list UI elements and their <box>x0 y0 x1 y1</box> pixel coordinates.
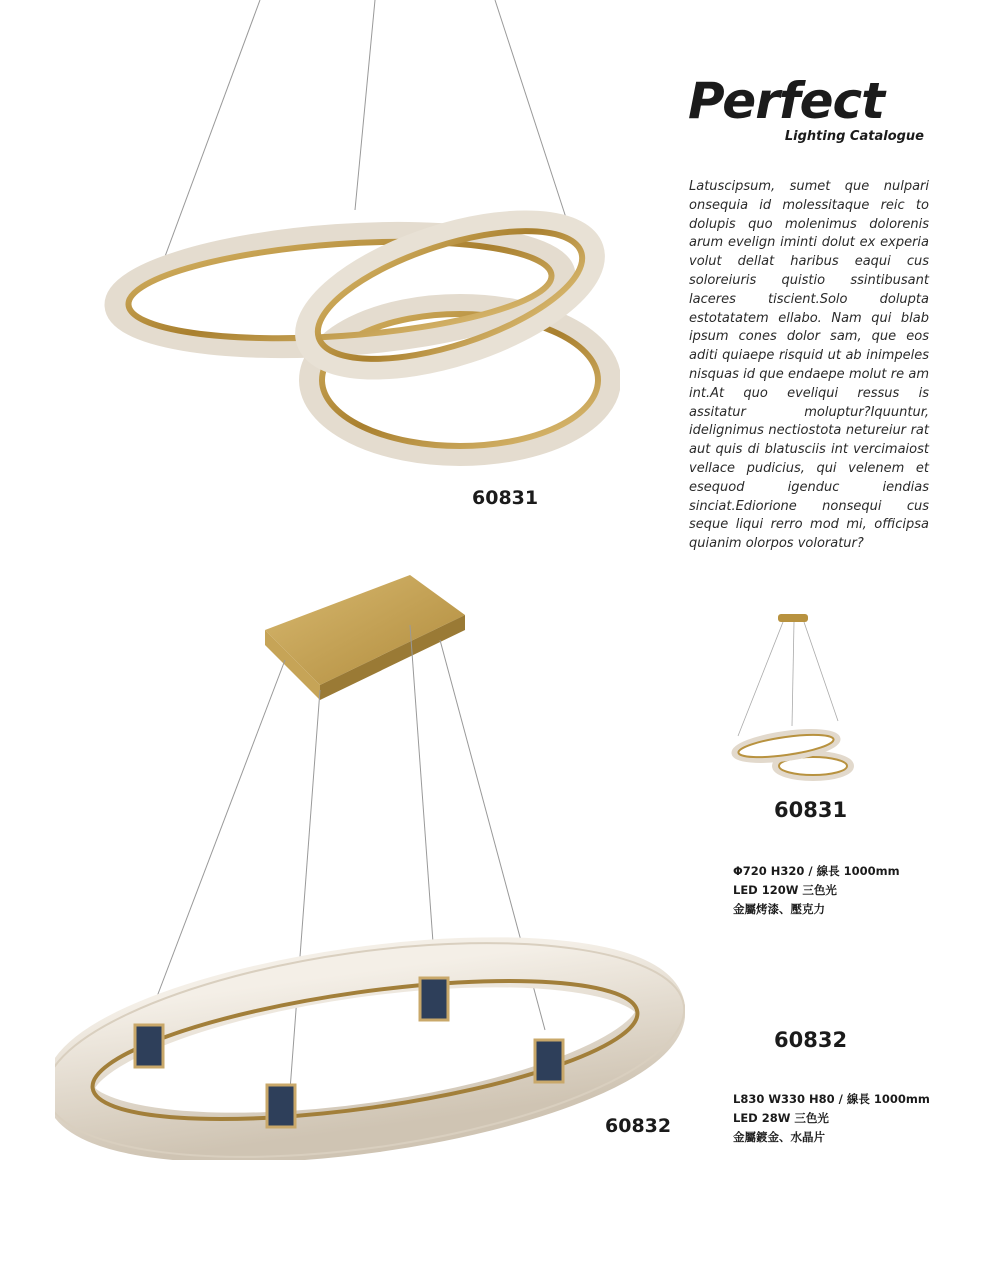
product-specs-60832 <box>733 1090 930 1147</box>
product-code-60832: 60832 <box>774 1028 848 1052</box>
product-thumbnail-60831 <box>728 606 868 786</box>
intro-paragraph: Latuscipsum, sumet que nulpari onsequia id molessitaque reic to dolupis quo molenimus dolorenis arum evelign iminti dolut ex experia volut dellat haribus eaqui cus soloreiuris quistio ssintibusant laceres tiscient.Solo dolupta estotatatem ellabo. Nam qui blab ipsum cones dolor sam, que eos aditi quiaepe risquid ut ab inimpeles nisquas id que endaepe molut re am int.At quo eveliqui ressus is assitatur moluptur?Iquuntur, idelignimus nectiostota netureiur rat aut quis di blatusciis int vercimaiost vellace pudicius, qui velenem et esequod igenduc iendias sinciat.Ediorione nonsequi cus seque liqui rerro mod mi, officipsa quianim olorpos voloratur? <box>689 179 929 552</box>
brand-subtitle: Lighting Catalogue <box>784 129 924 144</box>
spec-material: 金屬鍍金、水晶片 <box>733 1130 825 1144</box>
product-specs-60831 <box>733 862 900 919</box>
product-image-60831 <box>100 0 620 480</box>
spec-power: LED 120W 三色光 <box>733 883 837 897</box>
brand-title: Perfect <box>688 72 885 130</box>
spec-dimensions: L830 W330 H80 / 線長 1000mm <box>733 1092 930 1106</box>
product-code-60831-large: 60831 <box>472 487 539 509</box>
brand-header <box>688 72 928 144</box>
product-image-60832 <box>55 570 685 1160</box>
product-code-60832-large: 60832 <box>605 1115 672 1137</box>
spec-material: 金屬烤漆、壓克力 <box>733 902 825 916</box>
product-code-60831: 60831 <box>774 798 848 822</box>
spec-power: LED 28W 三色光 <box>733 1111 829 1125</box>
spec-dimensions: Φ720 H320 / 線長 1000mm <box>733 864 900 878</box>
